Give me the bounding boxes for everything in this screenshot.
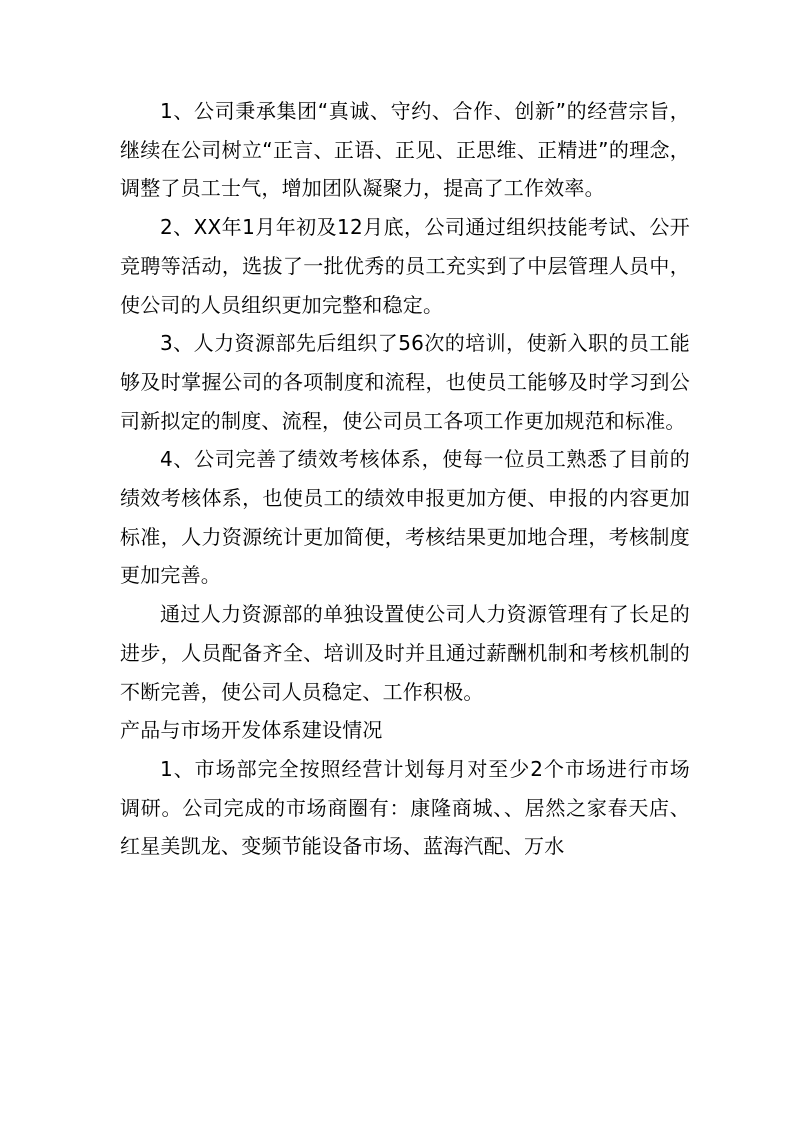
- section-paragraph-1: 1、市场部完全按照经营计划每月对至少2个市场进行市场调研。公司完成的市场商圈有：康隆商城、、居然之家春天店、红星美凯龙、变频节能设备市场、蓝海汽配、万水: [120, 756, 690, 859]
- paragraph-2: 2、XX年1月年初及12月底，公司通过组织技能考试、公开竞聘等活动，选拔了一批优秀的员工充实到了中层管理人员中，使公司的人员组织更加完整和稳定。: [120, 215, 690, 317]
- paragraph-5: 通过人力资源部的单独设置使公司人力资源管理有了长足的进步，人员配备齐全、培训及时并且通过薪酬机制和考核机制的不断完善，使公司人员稳定、工作积极。: [120, 602, 690, 704]
- document-page: [120, 92, 690, 866]
- paragraph-1: 1、公司秉承集团“真诚、守约、合作、创新”的经营宗旨，继续在公司树立“正言、正语、正见、正思维、正精进”的理念，调整了员工士气，增加团队凝聚力，提高了工作效率。: [120, 99, 690, 201]
- section-heading: 产品与市场开发体系建设情况: [120, 718, 383, 743]
- paragraph-3: 3、人力资源部先后组织了56次的培训，使新入职的员工能够及时掌握公司的各项制度和流程，也使员工能够及时学习到公司新拟定的制度、流程，使公司员工各项工作更加规范和标准。: [120, 331, 690, 433]
- paragraph-4: 4、公司完善了绩效考核体系，使每一位员工熟悉了目前的绩效考核体系，也使员工的绩效申报更加方便、申报的内容更加标准，人力资源统计更加简便，考核结果更加地合理，考核制度更加完善。: [120, 447, 690, 588]
